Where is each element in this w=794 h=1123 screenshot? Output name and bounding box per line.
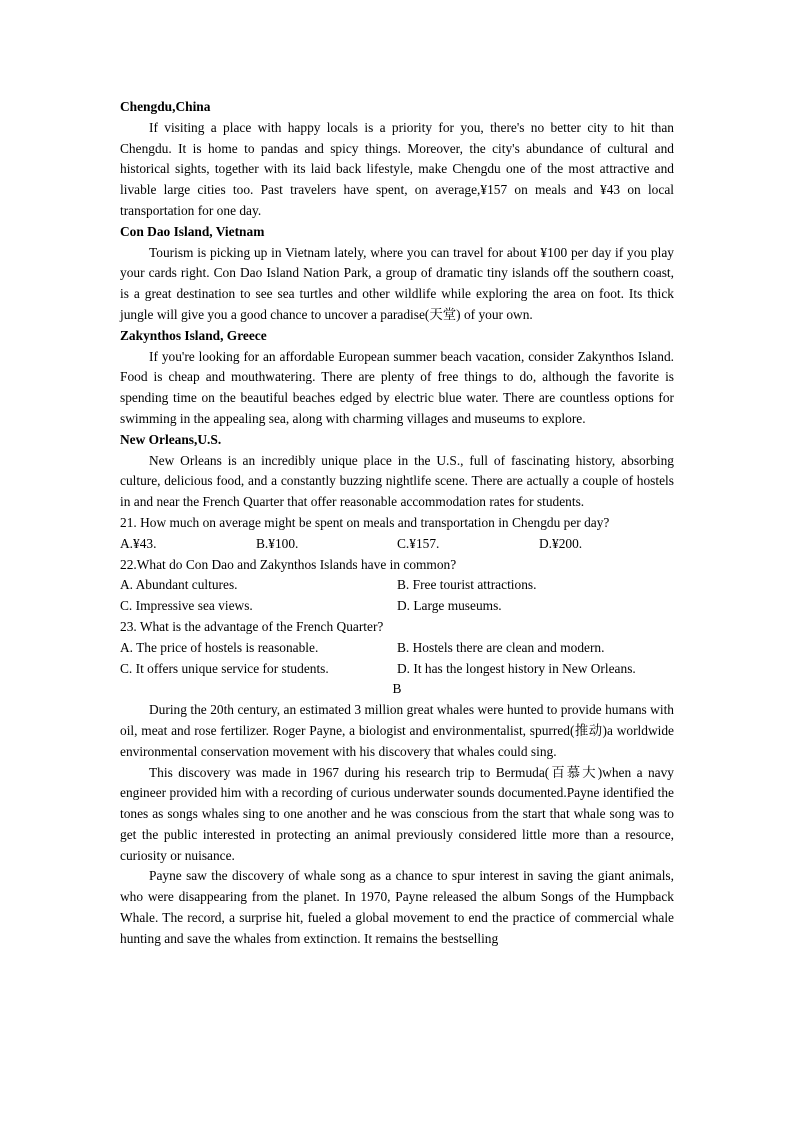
question-21-stem: 21. How much on average might be spent on meals and transportation in Chengdu per day? bbox=[120, 514, 610, 530]
exam-page bbox=[120, 97, 674, 950]
option-a: A. Abundant cultures. bbox=[120, 577, 238, 593]
section-heading-con-dao: Con Dao Island, Vietnam bbox=[120, 223, 265, 239]
question-23-options-row-2 bbox=[120, 659, 674, 680]
option-a: A.¥43. bbox=[120, 535, 157, 551]
option-b: B.¥100. bbox=[256, 535, 299, 551]
section-heading-zakynthos: Zakynthos Island, Greece bbox=[120, 327, 267, 343]
passage-b-paragraph-1: During the 20th century, an estimated 3 million great whales were hunted to provide humans with oil, meat and rose fertilizer. Roger Payne, a biologist and environmentalist, spurred(推动)a worldwide environmental conservation movement with his discovery that whales could sing. bbox=[120, 702, 674, 759]
question-22-stem: 22.What do Con Dao and Zakynthos Islands have in common? bbox=[120, 556, 457, 572]
question-22-options-row-2 bbox=[120, 596, 674, 617]
question-22-options-row-1 bbox=[120, 575, 674, 596]
option-b: B. Free tourist attractions. bbox=[397, 577, 537, 593]
section-heading-chengdu: Chengdu,China bbox=[120, 99, 211, 114]
option-a: A. The price of hostels is reasonable. bbox=[120, 639, 319, 655]
option-d: D. Large museums. bbox=[397, 598, 502, 614]
option-d: D. It has the longest history in New Orleans. bbox=[397, 660, 636, 676]
section-text-zakynthos: If you're looking for an affordable European summer beach vacation, consider Zakynthos Island. Food is cheap and mouthwatering. There are plenty of free things to do, although the favorite is spending time on the beautiful beaches edged by electric blue water. There are countless options for swimming in the appealing sea, along with charming villages and museums to explore. bbox=[120, 348, 674, 426]
question-23-stem: 23. What is the advantage of the French Quarter? bbox=[120, 618, 384, 634]
passage-b-paragraph-2: This discovery was made in 1967 during his research trip to Bermuda(百慕大)when a navy engineer provided him with a recording of curious underwater sounds documented.Payne identified the tones as songs whales sing to one another and he was conscious from the start that whale song was to get the public interested in protecting an animal previously considered little more than a resource, curiosity or nuisance. bbox=[120, 764, 674, 863]
question-21-options bbox=[120, 534, 674, 555]
option-c: C. It offers unique service for students. bbox=[120, 660, 329, 676]
option-d: D.¥200. bbox=[539, 535, 583, 551]
option-b: B. Hostels there are clean and modern. bbox=[397, 639, 605, 655]
section-text-chengdu: If visiting a place with happy locals is a priority for you, there's no better city to hit than Chengdu. It is home to pandas and spicy things. Moreover, the city's abundance of cultural and historical sights, together with its laid back lifestyle, make Chengdu one of the most attractive and livable large cities too. Past travelers have spent, on average,¥157 on meals and ¥43 on local transportation for one day. bbox=[120, 119, 674, 218]
passage-b-paragraph-3: Payne saw the discovery of whale song as a chance to spur interest in saving the giant animals, who were disappearing from the planet. In 1970, Payne released the album Songs of the Humpback Whale. The record, a surprise hit, fueled a global movement to end the practice of commercial whale hunting and save the whales from extinction. It remains the bestselling bbox=[120, 868, 674, 946]
option-c: C.¥157. bbox=[397, 535, 440, 551]
section-text-new-orleans: New Orleans is an incredibly unique place in the U.S., full of fascinating history, absorbing culture, delicious food, and a constantly buzzing nightlife scene. There are actually a couple of hostels in and near the French Quarter that offer reasonable accommodation rates for students. bbox=[120, 452, 674, 510]
option-c: C. Impressive sea views. bbox=[120, 598, 253, 614]
section-heading-new-orleans: New Orleans,U.S. bbox=[120, 431, 222, 447]
passage-b-label: B bbox=[392, 681, 402, 697]
section-text-con-dao: Tourism is picking up in Vietnam lately, where you can travel for about ¥100 per day if you play your cards right. Con Dao Island Nation Park, a group of dramatic tiny islands off the southern coast, is a great destination to see sea turtles and other wildlife while exploring the area on foot. Its thick jungle will give you a good chance to uncover a paradise(天堂) of your own. bbox=[120, 244, 674, 322]
question-23-options-row-1 bbox=[120, 638, 674, 659]
